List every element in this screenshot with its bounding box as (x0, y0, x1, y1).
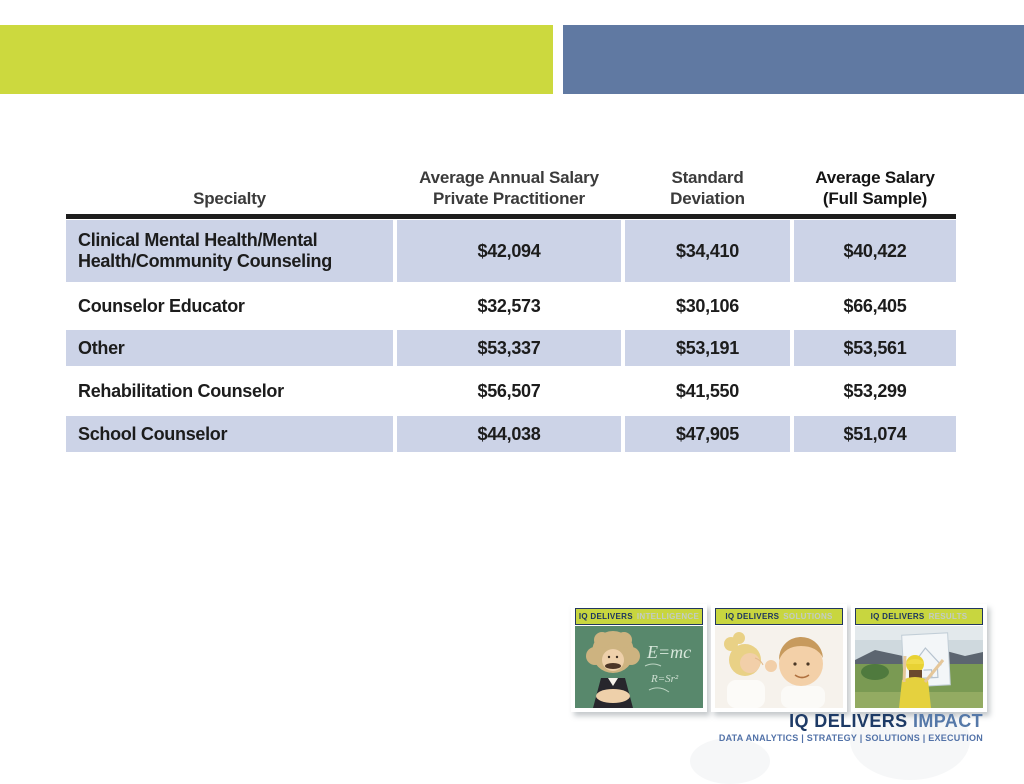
child-einstein-chalkboard-photo (575, 626, 703, 708)
impact-brand-text: IQ DELIVERS (789, 711, 908, 731)
table-body (66, 220, 956, 452)
cell-full-sample: $53,299 (843, 380, 907, 401)
header-full-line1: Average Salary (815, 168, 935, 187)
header-private-line1: Average Annual Salary (419, 168, 599, 187)
impact-wordmark (789, 711, 983, 732)
cell-standard-deviation: $41,550 (676, 380, 739, 401)
cell-full-sample: $51,074 (794, 416, 956, 452)
card-brand-label: IQ DELIVERS (725, 612, 780, 621)
brand-card-intelligence (571, 604, 707, 712)
salary-table (66, 168, 956, 452)
table-row (66, 416, 956, 452)
table-row (66, 370, 956, 412)
footer-tagline: DATA ANALYTICS | STRATEGY | SOLUTIONS | EXECUTION (718, 733, 983, 743)
cell-standard-deviation: $47,905 (625, 416, 790, 452)
header-full-sample (794, 168, 956, 209)
cell-private-practitioner: $42,094 (397, 220, 621, 282)
cell-full-sample: $66,405 (843, 295, 907, 316)
cell-private-practitioner: $32,573 (477, 295, 541, 316)
cell-specialty: Counselor Educator (78, 295, 245, 316)
brand-card-solutions (711, 604, 847, 712)
table-header-divider (66, 214, 956, 219)
table-header-row (66, 168, 956, 214)
cell-private-practitioner: $44,038 (397, 416, 621, 452)
cell-specialty: Clinical Mental Health/Mental Health/Community Counseling (66, 220, 393, 282)
card-brand-label: IQ DELIVERS (578, 612, 633, 621)
cell-specialty: School Counselor (66, 416, 393, 452)
impact-word-text: IMPACT (912, 711, 983, 731)
card-word-label: INTELLIGENCE (636, 612, 700, 621)
header-private-line2: Private Practitioner (433, 188, 585, 208)
table-row (66, 330, 956, 366)
header-sd-line1: Standard (671, 168, 744, 187)
table-row (66, 220, 956, 282)
cell-private-practitioner: $56,507 (477, 380, 541, 401)
svg-text:E=mc: E=mc (647, 642, 692, 662)
card-brand-label: IQ DELIVERS (870, 612, 925, 621)
brand-card-results (851, 604, 987, 712)
cell-specialty: Other (66, 330, 393, 366)
header-sd-line2: Deviation (670, 188, 745, 208)
table-row (66, 286, 956, 326)
header-full-line2: (Full Sample) (822, 188, 928, 208)
cell-full-sample: $40,422 (794, 220, 956, 282)
cell-private-practitioner: $53,337 (397, 330, 621, 366)
cell-standard-deviation: $53,191 (625, 330, 790, 366)
top-blue-bar (563, 25, 1024, 94)
watermark-blob (690, 738, 770, 784)
card-banner (855, 608, 983, 625)
card-word-label: RESULTS (928, 612, 968, 621)
cell-full-sample: $53,561 (794, 330, 956, 366)
card-word-label: SOLUTIONS (783, 612, 833, 621)
child-hardhat-blueprint-field-photo (855, 626, 983, 708)
girl-whispering-to-boy-photo (715, 626, 843, 708)
card-banner (575, 608, 703, 625)
cell-standard-deviation: $30,106 (676, 295, 739, 316)
header-specialty-line1: Specialty (193, 188, 266, 208)
header-standard-deviation (625, 168, 790, 209)
cell-standard-deviation: $34,410 (625, 220, 790, 282)
card-banner (715, 608, 843, 625)
header-private-practitioner (397, 168, 621, 209)
svg-text:R=Sr²: R=Sr² (651, 673, 679, 685)
cell-specialty: Rehabilitation Counselor (78, 380, 284, 401)
top-green-bar (0, 25, 553, 94)
header-specialty (66, 189, 393, 210)
